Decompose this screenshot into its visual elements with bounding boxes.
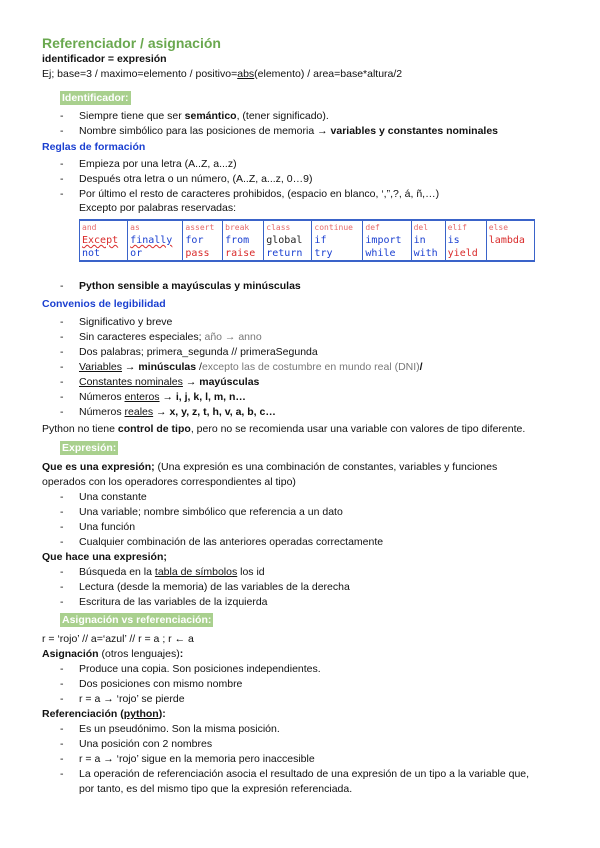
table-cell: raise <box>223 247 264 261</box>
document-page: Referenciador / asignación identificador = expresión Ej; base=3 / maximo=elemento / positivo=abs(elemento) / area=base*altura/2 Identificador: - Siempre tiene que ser semántico, (tener significado). - Nombre simbólico para las posiciones de memoria → variables y constantes nominales Reglas de formación - Empieza por una letra (A..Z, a...z) - Después otra letra o un número, (A..Z, a...z, 0…9) - Por último el resto de caracteres prohibidos, (espacio en blanco, ‘,”,?, á, ñ,…) Excepto por palabras reservadas: and as assert break class continue def del elif else Except finally for from global if import in is lambda not or pass raise return try while with yield - Python sensible a mayúsculas y minúsculas Convenios de legibilidad - Significativo y breve - Sin caracteres especiales; año → anno - Dos palabras; primera_segunda // primeraSegunda - Variables → minúsculas /excepto las de costumbre en mundo real (DNI)/ - Constantes nominales → mayúsculas - Números enteros → i, j, k, l, m, n… - Números reales → x, y, z, t, h, v, a, b, c… Python no tiene control de tipo, pero no se recomienda usar una variable con valores de tipo diferente. Expresión: Que es una expresión; (Una expresión es una combinación de constantes, variables y funciones operados con los operadores correspondientes al tipo) - Una constante - Una variable; nombre simbólico que referencia a un dato - Una función - Cualquier combinación de las anteriores operadas correctamente Que hace una expresión; - Búsqueda en la tabla de símbolos los id - Lectura (desde la memoria) de las variables de la derecha - Escritura de las variables de la izquierda Asignación vs referenciación: r = ‘rojo’ // a=‘azul’ // r = a ; r ← a Asignación (otros lenguajes): - Produce una copia. Son posiciones independientes. - Dos posiciones con mismo nombre - r = a → ‘rojo’ se pierde Referenciación (python): - Es un pseudónimo. Son la misma posición. - Una posición con 2 nombres - r = a → ‘rojo’ sigue en la memoria pero inaccesible - La operación de referenciación asocia el resultado de una expresión de un tipo a la variable que, por tanto, es del mismo tipo que la expresión referenciada. <box>0 0 600 848</box>
reserved-words-table <box>79 219 535 262</box>
table-cell: while <box>363 247 411 261</box>
table-cell: class <box>264 220 312 234</box>
expresion-definition: Que es una expresión; (Una expresión es una combinación de constantes, variables y funciones <box>42 461 498 473</box>
asignacion-heading: Asignación (otros lenguajes): <box>42 648 184 660</box>
example-line: Ej; base=3 / maximo=elemento / positivo=abs(elemento) / area=base*altura/2 <box>42 68 403 80</box>
table-cell: or <box>128 247 183 261</box>
table-cell: is <box>445 234 486 247</box>
convenios-heading: Convenios de legibilidad <box>42 298 166 310</box>
section-identificador: Identificador: <box>62 92 129 104</box>
reglas-heading: Reglas de formación <box>42 141 146 153</box>
list-item-cont: por tanto, es del mismo tipo que la expresión referenciada. <box>79 783 353 795</box>
table-cell: from <box>223 234 264 247</box>
section-asignacion-vs: Asignación vs referenciación: <box>62 614 212 626</box>
asig-example-line: r = ‘rojo’ // a=‘azul’ // r = a ; r ← a <box>42 633 194 645</box>
table-cell: try <box>312 247 363 261</box>
table-cell: pass <box>183 247 223 261</box>
table-cell: return <box>264 247 312 261</box>
excepto-line: Excepto por palabras reservadas: <box>79 202 237 214</box>
syntax-line: identificador = expresión <box>42 53 167 65</box>
table-cell: del <box>411 220 445 234</box>
table-cell: for <box>183 234 223 247</box>
table-row <box>80 220 535 234</box>
table-cell: lambda <box>486 234 534 247</box>
table-cell: with <box>411 247 445 261</box>
table-cell: not <box>80 247 128 261</box>
table-cell: finally <box>128 234 183 247</box>
table-cell: in <box>411 234 445 247</box>
table-cell: continue <box>312 220 363 234</box>
table-row <box>80 247 535 261</box>
table-cell: yield <box>445 247 486 261</box>
control-tipo-line: Python no tiene control de tipo, pero no se recomienda usar una variable con valores de tipo diferente. <box>42 423 526 435</box>
table-cell: assert <box>183 220 223 234</box>
table-cell: Except <box>80 234 128 247</box>
table-cell: break <box>223 220 264 234</box>
referenciacion-heading: Referenciación (python): <box>42 708 166 720</box>
section-expresion: Expresión: <box>62 442 117 454</box>
table-cell: and <box>80 220 128 234</box>
table-cell: as <box>128 220 183 234</box>
table-cell: elif <box>445 220 486 234</box>
table-cell: global <box>264 234 312 247</box>
table-cell: def <box>363 220 411 234</box>
table-row <box>80 234 535 247</box>
table-cell: import <box>363 234 411 247</box>
page-title: Referenciador / asignación <box>42 35 221 51</box>
table-cell: if <box>312 234 363 247</box>
table-cell <box>486 247 534 261</box>
expresion-definition-cont: operados con los operadores correspondientes al tipo) <box>42 476 296 488</box>
que-hace-heading: Que hace una expresión; <box>42 551 167 563</box>
table-cell: else <box>486 220 534 234</box>
